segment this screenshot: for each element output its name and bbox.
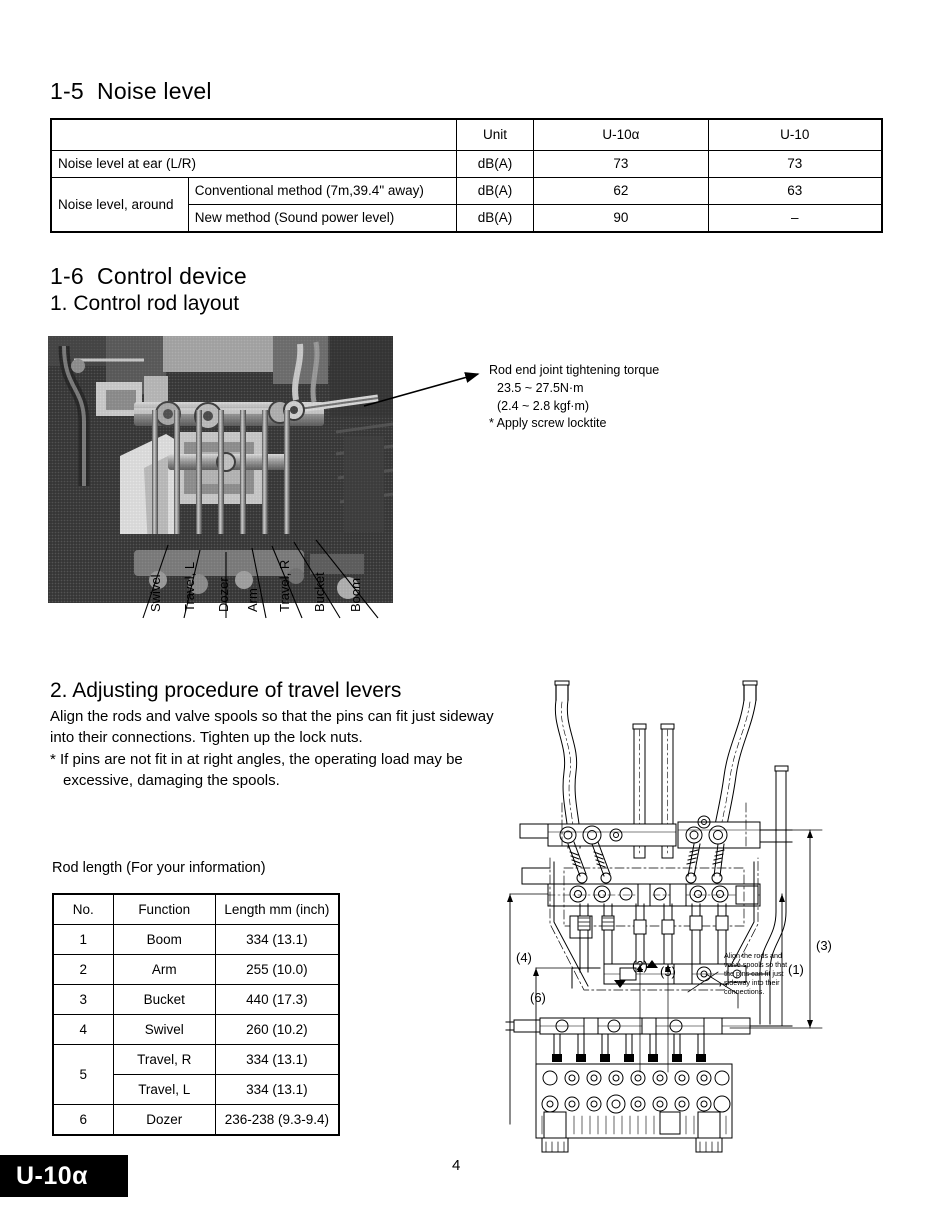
- noise-level-table: [50, 118, 883, 233]
- photo-label-bucket: Bucket: [312, 572, 327, 612]
- rod-row3-no: 4: [53, 1015, 113, 1045]
- table-row: [51, 151, 882, 178]
- rod-length-title: Rod length (For your information): [52, 860, 266, 876]
- table-row: [53, 1015, 339, 1045]
- table-row: [53, 955, 339, 985]
- table-row: [51, 178, 882, 205]
- rod-row0-fn: Boom: [113, 925, 215, 955]
- rod-row1-no: 2: [53, 955, 113, 985]
- rod-header-no: No.: [53, 894, 113, 925]
- photo-label-dozer: Dozer: [216, 577, 231, 612]
- noise-row1-u10a: 62: [534, 178, 708, 205]
- rod-header-length: Length mm (inch): [215, 894, 339, 925]
- photo-label-arm: Arm: [245, 588, 260, 612]
- photo-label-boom: Boom: [348, 578, 363, 612]
- noise-row1-unit: dB(A): [456, 178, 534, 205]
- torque-arrow-leader: [362, 366, 492, 412]
- table-row-header: [53, 894, 339, 925]
- adjusting-procedure-text: [50, 706, 510, 791]
- table-row-header: [51, 119, 882, 151]
- subsection-adjusting-procedure: 2. Adjusting procedure of travel levers: [50, 679, 402, 702]
- drawing-callout-line2: valve spools so that: [724, 960, 788, 969]
- rod-row2-len: 440 (17.3): [215, 985, 339, 1015]
- noise-row2-desc2: New method (Sound power level): [188, 205, 456, 233]
- rod-end-torque-note: [489, 362, 659, 433]
- adjust-paragraph-2: * If pins are not fit in at right angles, the operating load may be excessive, damaging the spools.: [50, 750, 463, 789]
- table-row: [53, 1045, 339, 1075]
- drawing-callout-note: [724, 951, 787, 996]
- noise-header-u10: U-10: [708, 119, 882, 151]
- rod-row5-fn: Travel, L: [113, 1075, 215, 1105]
- drawing-marker-6: (6): [530, 990, 546, 1005]
- rod-row6-len: 236-238 (9.3-9.4): [215, 1105, 339, 1136]
- torque-note-line2: 23.5 ~ 27.5N·m: [497, 380, 584, 395]
- section-title: Noise level: [97, 78, 212, 104]
- drawing-callout-line4: sideway into their: [724, 978, 780, 987]
- table-row: [53, 925, 339, 955]
- noise-row0-u10a: 73: [534, 151, 708, 178]
- model-banner: [0, 1155, 128, 1197]
- rod-row4-len: 334 (13.1): [215, 1045, 339, 1075]
- drawing-marker-2: (2): [632, 958, 648, 973]
- rod-row5-len: 334 (13.1): [215, 1075, 339, 1105]
- section-title: Control device: [97, 263, 247, 289]
- control-linkage-technical-drawing: [492, 672, 912, 1164]
- photo-label-travel-r: Travel, R: [277, 559, 292, 612]
- torque-note-line4: * Apply screw locktite: [489, 416, 607, 431]
- rod-length-table: [52, 893, 340, 1136]
- rod-row0-no: 1: [53, 925, 113, 955]
- drawing-callout-line5: connections.: [724, 987, 765, 996]
- torque-note-line1: Rod end joint tightening torque: [489, 363, 660, 377]
- rod-row2-no: 3: [53, 985, 113, 1015]
- rod-row3-len: 260 (10.2): [215, 1015, 339, 1045]
- noise-row0-u10: 73: [708, 151, 882, 178]
- noise-row2-u10a: 90: [534, 205, 708, 233]
- noise-row2-unit: dB(A): [456, 205, 534, 233]
- model-banner-label: U-10α: [16, 1161, 89, 1190]
- photo-label-swivel: Swivel: [148, 574, 163, 612]
- torque-note-line3: (2.4 ~ 2.8 kgf·m): [497, 398, 590, 413]
- rod-row3-fn: Swivel: [113, 1015, 215, 1045]
- rod-row1-len: 255 (10.0): [215, 955, 339, 985]
- noise-header-unit: Unit: [456, 119, 534, 151]
- noise-header-blank: [51, 119, 456, 151]
- drawing-callout-line3: the pins can fit just: [724, 969, 784, 978]
- noise-row0-desc: Noise level at ear (L/R): [51, 151, 456, 178]
- drawing-marker-5: (5): [660, 964, 676, 979]
- noise-row2-u10: –: [708, 205, 882, 233]
- noise-header-u10a: U-10α: [534, 119, 708, 151]
- adjust-paragraph-1: Align the rods and valve spools so that the pins can fit just sideway into their connections. Tighten up the lock nuts.: [50, 708, 494, 747]
- section-number: 1-6: [50, 263, 84, 289]
- drawing-marker-1: (1): [788, 962, 804, 977]
- drawing-callout-line1: Align the rods and: [724, 951, 782, 960]
- rod-row4-fn: Travel, R: [113, 1045, 215, 1075]
- rod-row0-len: 334 (13.1): [215, 925, 339, 955]
- photo-label-travel-l: Travel, L: [182, 561, 197, 612]
- drawing-marker-3: (3): [816, 938, 832, 953]
- rod-row2-fn: Bucket: [113, 985, 215, 1015]
- section-heading-noise: [50, 78, 212, 105]
- noise-row1-desc2: Conventional method (7m,39.4" away): [188, 178, 456, 205]
- noise-row1-desc1: Noise level, around: [51, 178, 188, 233]
- drawing-marker-4: (4): [516, 950, 532, 965]
- rod-row1-fn: Arm: [113, 955, 215, 985]
- section-number: 1-5: [50, 78, 84, 104]
- noise-row1-u10: 63: [708, 178, 882, 205]
- noise-row0-unit: dB(A): [456, 151, 534, 178]
- rod-row6-fn: Dozer: [113, 1105, 215, 1136]
- page-number: 4: [452, 1157, 461, 1174]
- rod-row6-no: 6: [53, 1105, 113, 1136]
- section-heading-control: [50, 263, 247, 290]
- subsection-control-rod-layout: 1. Control rod layout: [50, 292, 240, 315]
- rod-header-fn: Function: [113, 894, 215, 925]
- table-row: [53, 985, 339, 1015]
- rod-row4-no: 5: [53, 1045, 113, 1105]
- table-row: [53, 1105, 339, 1136]
